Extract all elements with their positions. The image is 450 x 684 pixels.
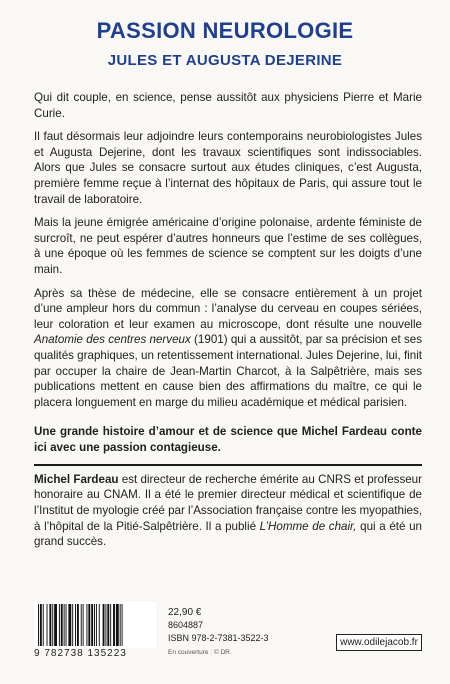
barcode-bar — [38, 604, 39, 646]
paragraph-intro: Qui dit couple, en science, pense aussitôt aux physiciens Pierre et Marie Curie. — [34, 91, 422, 120]
author-bio-part-b: qui a été un grand succès. — [34, 519, 422, 549]
barcode-bar — [49, 604, 51, 646]
barcode-bar — [120, 604, 121, 646]
work-title-anatomie: Anatomie des centres nerveux — [34, 333, 191, 347]
author-name: Michel Fardeau — [34, 472, 119, 486]
section-divider — [34, 464, 422, 466]
barcode-bar — [77, 604, 79, 646]
barcode-bar — [47, 604, 48, 646]
paragraph-thesis — [34, 286, 422, 411]
product-info — [168, 606, 269, 659]
barcode-bar — [81, 604, 82, 646]
barcode-bar — [116, 604, 119, 646]
barcode-bar — [75, 604, 76, 646]
barcode-bar — [99, 604, 100, 646]
barcode-bar — [68, 604, 71, 646]
barcode-bar — [122, 604, 123, 646]
previous-book-title: L’Homme de chair, — [259, 519, 357, 533]
paragraph-augusta: Mais la jeune émigrée américaine d’origine polonaise, ardente féministe de surcroît, ne peut espérer d’autres honneurs que l’estime de ses collègues, à une époque où les femmes de science se comptent sur les doigts d’une main. — [34, 216, 422, 276]
author-bio — [34, 472, 422, 550]
paragraph-thesis-part-a: Après sa thèse de médecine, elle se consacre entièrement à un projet d’une ampleur hors du commun : l’analyse du cerveau en coupes sériées, leur coloration et leur examen au microscope, dont résulte une nouvelle — [34, 286, 422, 331]
barcode-bar — [83, 604, 84, 646]
barcode-bar — [96, 604, 97, 646]
barcode-bar — [54, 604, 57, 646]
barcode-bar — [61, 604, 63, 646]
product-code: 8604887 — [168, 620, 204, 630]
book-title: PASSION NEUROLOGIE — [96, 18, 354, 43]
paragraph-dejerine-couple: Il faut désormais leur adjoindre leurs contemporains neurobiologistes Jules et Augusta Dejerine, dont les travaux scientifiques sont indissociables. Alors que Jules se consacre surtout aux études cliniques, c’est Augusta, première femme reçue à l’internat des hôpitaux de Paris, qui assure tout le travail de laboratoire. — [34, 130, 422, 206]
isbn: ISBN 978-2-7381-3522-3 — [168, 633, 269, 643]
barcode-bar — [52, 604, 53, 646]
barcode-bar — [94, 604, 95, 646]
barcode-bar — [72, 604, 73, 646]
price: 22,90 € — [168, 607, 202, 618]
back-cover-text — [34, 90, 422, 558]
paragraph-thesis-part-b: (1901) qui a aussitôt, par sa précision et ses qualités graphiques, un retentissement international. Jules Dejerine, lui, finit par occuper la chaire de Jean-Martin Charcot, à la Salpêtrière, mais ses publications mettent en cause bien des affirmations du maître, ce qui le placera longuement en marge du milieu académique et médical parisien. — [34, 333, 422, 409]
barcode-bar — [59, 604, 60, 646]
barcode-bar — [110, 604, 111, 646]
barcode-digits: 9 782738 135223 — [34, 648, 127, 659]
cover-credit: En couverture : © DR. — [168, 649, 232, 656]
barcode — [34, 602, 156, 648]
barcode-bar — [40, 604, 42, 646]
barcode-bar — [64, 604, 65, 646]
barcode-bar — [66, 604, 67, 646]
barcode-bar — [107, 604, 109, 646]
barcode-bar — [88, 604, 90, 646]
book-subtitle: JULES ET AUGUSTA DEJERINE — [107, 52, 343, 69]
barcode-bar — [91, 604, 93, 646]
barcode-bar — [86, 604, 87, 646]
barcode-bars — [34, 602, 156, 648]
barcode-bar — [105, 604, 106, 646]
publisher-website: www.odilejacob.fr — [336, 634, 422, 651]
barcode-bar — [113, 604, 115, 646]
author-bio-part-a: est directeur de recherche émérite au CNRS et professeur honoraire au CNAM. Il a été le premier directeur médical et scientifique de l’Institut de myologie créé par l’Association française contre les myopathies, à l’hôpital de la Pitié-Salpêtrière. Il a publié — [34, 472, 422, 533]
lead-statement: Une grande histoire d’amour et de science que Michel Fardeau conte ici avec une passion contagieuse. — [34, 425, 422, 455]
barcode-bar — [103, 604, 105, 646]
barcode-bar — [43, 604, 44, 646]
